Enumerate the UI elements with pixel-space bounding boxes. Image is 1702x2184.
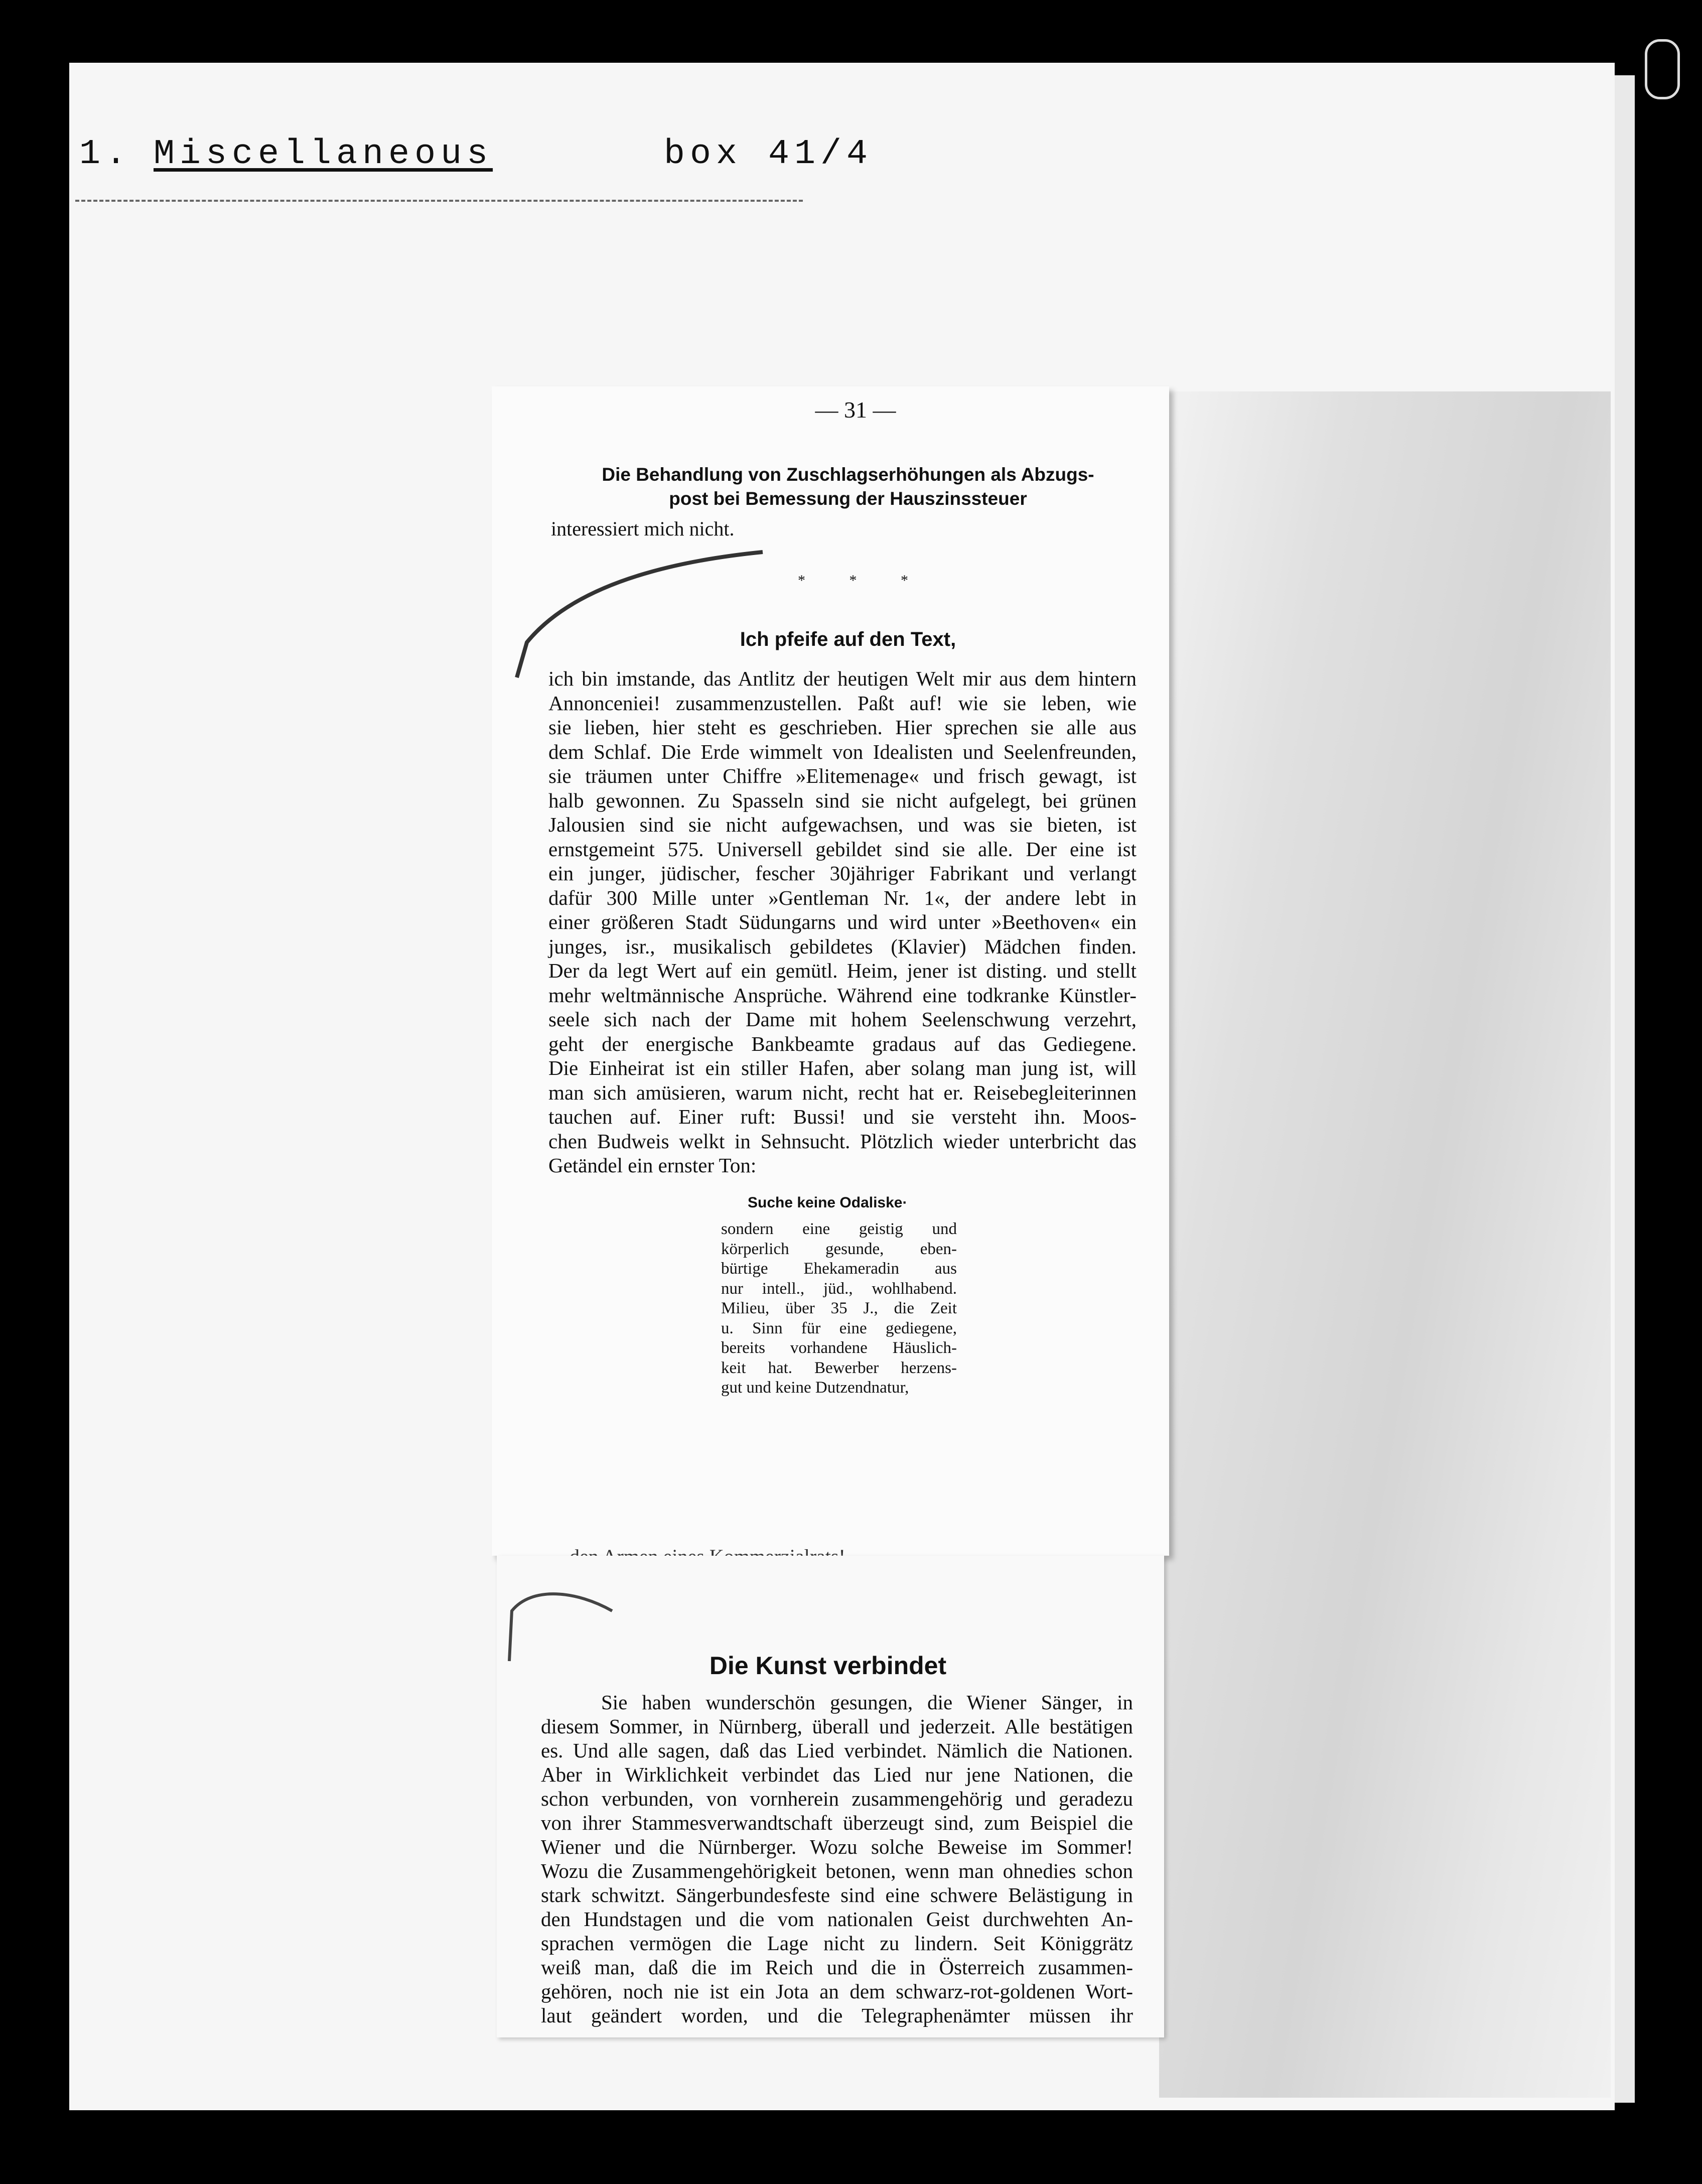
body-line: Annonceniei! zusammenzustellen. Paßt auf! wie sie leben, wie [548, 691, 1137, 715]
header-rule [75, 200, 803, 202]
ad-title: Suche keine Odaliske· [748, 1194, 908, 1211]
body-line: dafür 300 Mille unter »Gentleman Nr. 1«, der andere lebt in [548, 886, 1137, 909]
body-line: sie lieben, hier steht es geschrieben. Hier sprechen sie alle aus [548, 716, 1137, 739]
body-line: den Hundstagen und die vom nationalen Geist durchwehten An- [541, 1907, 1133, 1931]
background-shadow-region [1159, 391, 1611, 2098]
kunst-title: Die Kunst verbindet [709, 1652, 947, 1680]
body-line: junges, isr., musikalisch gebildetes (Klavier) Mädchen finden. [548, 934, 1137, 958]
body-line: Die Einheirat ist ein stiller Hafen, aber solang man jung ist, will [548, 1056, 1137, 1079]
body-line: laut geändert worden, und die Telegraphenämter müssen ihr [541, 2004, 1133, 2027]
body-line: geht der energische Bankbeamte gradaus auf das Gediegene. [548, 1032, 1137, 1055]
header-label: Miscellaneous [154, 134, 493, 174]
body-line: Aber in Wirklichkeit verbindet das Lied nur jene Nationen, die [541, 1763, 1133, 1786]
body-line: chen Budweis welkt in Sehnsucht. Plötzlich wieder unterbricht das [548, 1129, 1137, 1153]
ad-line: Milieu, über 35 J., die Zeit [721, 1299, 957, 1317]
pencil-mark [512, 542, 773, 682]
body-line: seele sich nach der Dame mit hohem Seelenschwung verzehrt, [548, 1008, 1137, 1031]
separator-stars: * * * [798, 572, 928, 589]
body-line: ich bin imstande, das Antlitz der heutigen Welt mir aus dem hintern [548, 667, 1137, 690]
article-title: Ich pfeife auf den Text, [740, 628, 956, 650]
body-line: weiß man, daß die im Reich und die in Österreich zusammen- [541, 1956, 1133, 1979]
body-line: ein junger, jüdischer, fescher 30jähriger Fabrikant und verlangt [548, 862, 1137, 885]
body-line: Wiener und die Nürnberger. Wozu solche Beweise im Sommer! [541, 1835, 1133, 1858]
body-line: man sich amüsieren, warum nicht, recht hat er. Reisebegleiterinnen [548, 1080, 1137, 1104]
ad-body [721, 1219, 957, 1398]
corner-mark [1645, 39, 1680, 99]
body-line: tauchen auf. Einer ruft: Bussi! und sie versteht ihn. Moos- [548, 1105, 1137, 1128]
headline-line-2: post bei Bemessung der Hauszinssteuer [669, 488, 1027, 509]
body-line: halb gewonnen. Zu Spasseln sind sie nicht aufgelegt, bei grünen [548, 788, 1137, 812]
body-line: schon verbunden, von vornherein zusammengehörig und geradezu [541, 1787, 1133, 1810]
body-line: Jalousien sind sie nicht aufgewachsen, und was sie bieten, ist [548, 813, 1137, 836]
body-line: Der da legt Wert auf ein gemütl. Heim, jener ist disting. und stellt [548, 959, 1137, 982]
ad-line: u. Sinn für eine gediegene, [721, 1319, 957, 1337]
body-line: sie träumen unter Chiffre »Elitemenage« und frisch gewagt, ist [548, 764, 1137, 787]
body-line: Getändel ein ernster Ton: [548, 1154, 757, 1177]
body-line: ernstgemeint 575. Universell gebildet sind sie alle. Der eine ist [548, 837, 1137, 861]
body-line: gehören, noch nie ist ein Jota an dem schwarz-rot-goldenen Wort- [541, 1980, 1133, 2003]
ad-line: keit hat. Bewerber herzens- [721, 1358, 957, 1377]
ad-line: bürtige Ehekameradin aus [721, 1260, 957, 1278]
body-line: diesem Sommer, in Nürnberg, überall und jederzeit. Alle bestätigen [541, 1715, 1133, 1738]
body-line: stark schwitzt. Sängerbundesfeste sind eine schwere Belästigung in [541, 1883, 1133, 1906]
ad-line: bereits vorhandene Häuslich- [721, 1339, 957, 1357]
page-number: — 31 — [815, 397, 896, 423]
headline-line-1: Die Behandlung von Zuschlagserhöhungen als Abzugs- [602, 464, 1094, 485]
header-box: box 41/4 [664, 134, 873, 174]
ad-line: sondern eine geistig und [721, 1220, 957, 1238]
article-body [548, 666, 1137, 1178]
body-line: dem Schlaf. Die Erde wimmelt von Idealisten und Seelenfreunden, [548, 740, 1137, 763]
body-line: Sie haben wunderschön gesungen, die Wiener Sänger, in [601, 1691, 1133, 1714]
ad-line: körperlich gesunde, eben- [721, 1240, 957, 1258]
ad-line: nur intell., jüd., wohlhabend. [721, 1279, 957, 1298]
body-line: Wozu die Zusammengehörigkeit betonen, wenn man ohnedies schon [541, 1859, 1133, 1882]
body-line: von ihrer Stammesverwandtschaft überzeugt sind, zum Beispiel die [541, 1811, 1133, 1834]
ad-line: gut und keine Dutzendnatur, [721, 1379, 909, 1397]
body-line: mehr weltmännische Ansprüche. Während eine todkranke Künstler- [548, 983, 1137, 1007]
body-line: sprachen vermögen die Lage nicht zu lindern. Seit Königgrätz [541, 1932, 1133, 1955]
body-line: einer größeren Stadt Südungarns und wird unter »Beethoven« ein [548, 910, 1137, 933]
body-line: es. Und alle sagen, daß das Lied verbindet. Nämlich die Nationen. [541, 1739, 1133, 1762]
sheet-edge [1615, 75, 1635, 2103]
header-number: 1. [79, 134, 132, 174]
after-headline-text: interessiert mich nicht. [551, 517, 735, 540]
kunst-body [541, 1690, 1133, 2027]
